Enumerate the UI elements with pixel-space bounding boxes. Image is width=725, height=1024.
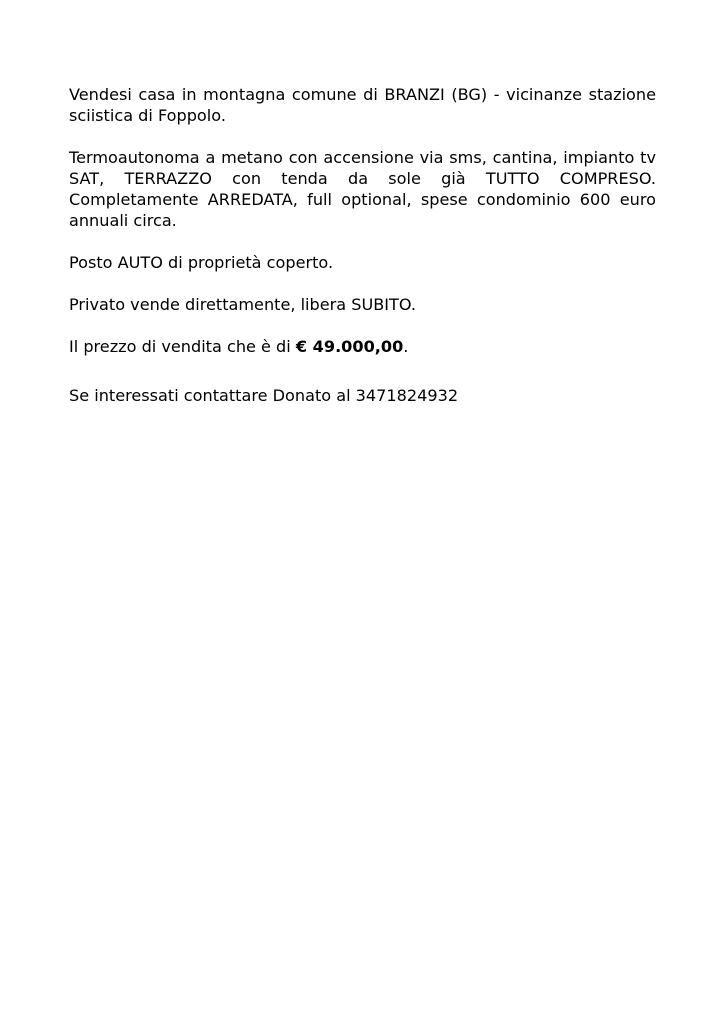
paragraph-price [69,336,656,357]
paragraph-features: Termoautonoma a metano con accensione via sms, cantina, impianto tv SAT, TERRAZZO con tenda da sole già TUTTO COMPRESO. Completamente ARREDATA, full optional, spese condominio 600 euro annuali circa. [69,148,656,230]
paragraph-private-sale: Privato vende direttamente, libera SUBITO. [69,295,416,314]
price-prefix: Il prezzo di vendita che è di [69,337,296,356]
price-suffix: . [403,337,409,356]
paragraph-location: Vendesi casa in montagna comune di BRANZI (BG) - vicinanze stazione sciistica di Foppolo. [69,85,656,125]
paragraph-contact: Se interessati contattare Donato al 3471824932 [69,386,459,405]
price-value: € 49.000,00 [295,337,404,356]
document-body [69,84,656,427]
paragraph-parking: Posto AUTO di proprietà coperto. [69,253,334,272]
